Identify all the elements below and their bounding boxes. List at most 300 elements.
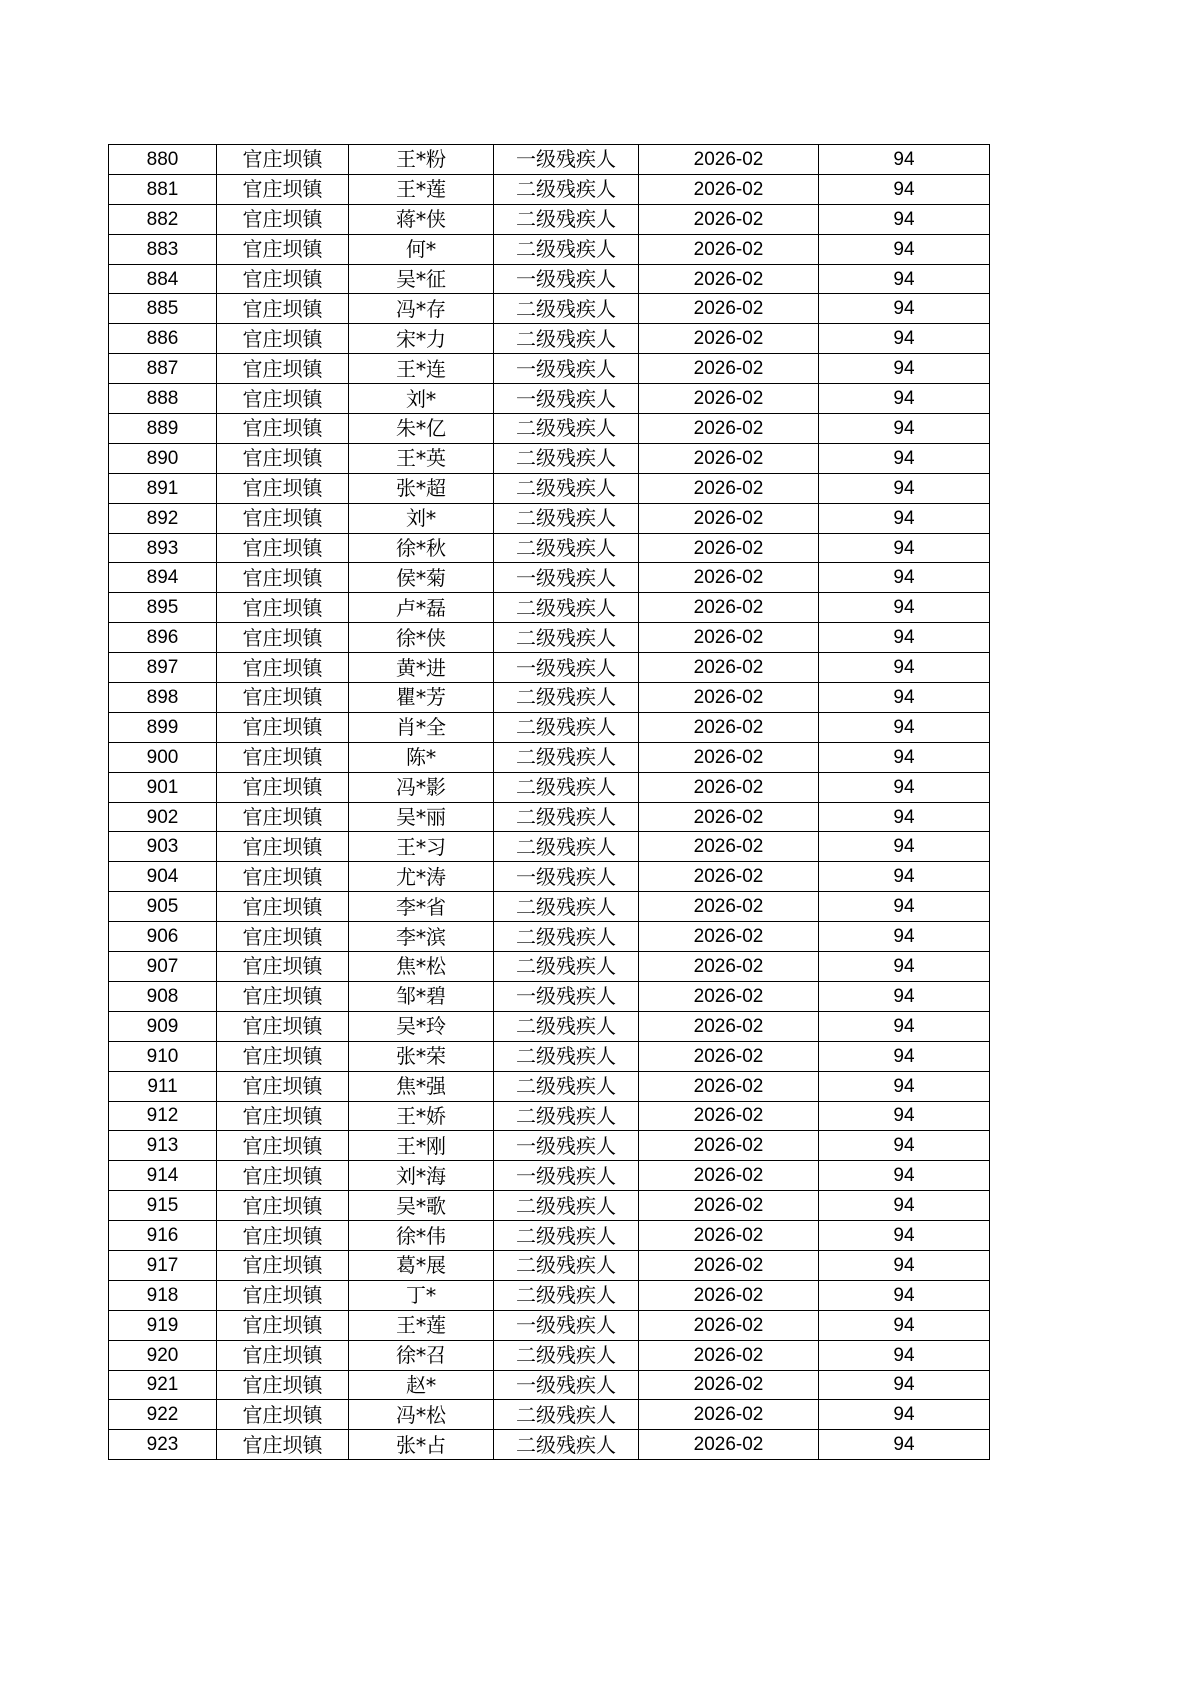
- disability-level-cell: 二级残疾人: [494, 324, 639, 354]
- table-row: [109, 1310, 990, 1340]
- township-cell: 官庄坝镇: [217, 772, 349, 802]
- township-cell: 官庄坝镇: [217, 294, 349, 324]
- table-row: [109, 264, 990, 294]
- amount-cell: 94: [819, 1131, 990, 1161]
- disability-level-cell: 二级残疾人: [494, 1400, 639, 1430]
- name-cell: 王*刚: [349, 1131, 494, 1161]
- period-cell: 2026-02: [639, 414, 819, 444]
- amount-cell: 94: [819, 623, 990, 653]
- period-cell: 2026-02: [639, 981, 819, 1011]
- township-cell: 官庄坝镇: [217, 443, 349, 473]
- amount-cell: 94: [819, 653, 990, 683]
- period-cell: 2026-02: [639, 324, 819, 354]
- name-cell: 刘*: [349, 503, 494, 533]
- disability-level-cell: 二级残疾人: [494, 1011, 639, 1041]
- row-number-cell: 922: [109, 1400, 217, 1430]
- township-cell: 官庄坝镇: [217, 204, 349, 234]
- row-number-cell: 909: [109, 1011, 217, 1041]
- amount-cell: 94: [819, 354, 990, 384]
- name-cell: 吴*丽: [349, 802, 494, 832]
- amount-cell: 94: [819, 862, 990, 892]
- period-cell: 2026-02: [639, 1370, 819, 1400]
- amount-cell: 94: [819, 1191, 990, 1221]
- table-row: [109, 1071, 990, 1101]
- name-cell: 张*超: [349, 473, 494, 503]
- row-number-cell: 914: [109, 1161, 217, 1191]
- table-row: [109, 174, 990, 204]
- disability-level-cell: 一级残疾人: [494, 563, 639, 593]
- township-cell: 官庄坝镇: [217, 712, 349, 742]
- amount-cell: 94: [819, 593, 990, 623]
- period-cell: 2026-02: [639, 1071, 819, 1101]
- name-cell: 邹*碧: [349, 981, 494, 1011]
- row-number-cell: 892: [109, 503, 217, 533]
- amount-cell: 94: [819, 1101, 990, 1131]
- row-number-cell: 919: [109, 1310, 217, 1340]
- name-cell: 王*英: [349, 443, 494, 473]
- table-row: [109, 145, 990, 175]
- period-cell: 2026-02: [639, 204, 819, 234]
- amount-cell: 94: [819, 1310, 990, 1340]
- period-cell: 2026-02: [639, 623, 819, 653]
- row-number-cell: 905: [109, 892, 217, 922]
- disability-level-cell: 二级残疾人: [494, 234, 639, 264]
- table-row: [109, 1430, 990, 1460]
- table-row: [109, 204, 990, 234]
- disability-level-cell: 二级残疾人: [494, 533, 639, 563]
- township-cell: 官庄坝镇: [217, 1430, 349, 1460]
- amount-cell: 94: [819, 742, 990, 772]
- amount-cell: 94: [819, 1250, 990, 1280]
- disability-level-cell: 二级残疾人: [494, 414, 639, 444]
- disability-level-cell: 二级残疾人: [494, 832, 639, 862]
- name-cell: 卢*磊: [349, 593, 494, 623]
- township-cell: 官庄坝镇: [217, 1340, 349, 1370]
- table-row: [109, 324, 990, 354]
- name-cell: 葛*展: [349, 1250, 494, 1280]
- amount-cell: 94: [819, 563, 990, 593]
- period-cell: 2026-02: [639, 1430, 819, 1460]
- row-number-cell: 902: [109, 802, 217, 832]
- disability-level-cell: 二级残疾人: [494, 1101, 639, 1131]
- period-cell: 2026-02: [639, 772, 819, 802]
- disability-level-cell: 二级残疾人: [494, 1430, 639, 1460]
- table-row: [109, 1340, 990, 1370]
- period-cell: 2026-02: [639, 503, 819, 533]
- table-row: [109, 653, 990, 683]
- name-cell: 李*省: [349, 892, 494, 922]
- name-cell: 王*娇: [349, 1101, 494, 1131]
- period-cell: 2026-02: [639, 533, 819, 563]
- disability-level-cell: 二级残疾人: [494, 772, 639, 802]
- name-cell: 吴*歌: [349, 1191, 494, 1221]
- table-row: [109, 1101, 990, 1131]
- table-row: [109, 563, 990, 593]
- row-number-cell: 913: [109, 1131, 217, 1161]
- period-cell: 2026-02: [639, 1191, 819, 1221]
- amount-cell: 94: [819, 145, 990, 175]
- name-cell: 赵*: [349, 1370, 494, 1400]
- name-cell: 冯*松: [349, 1400, 494, 1430]
- row-number-cell: 898: [109, 683, 217, 713]
- period-cell: 2026-02: [639, 443, 819, 473]
- township-cell: 官庄坝镇: [217, 862, 349, 892]
- period-cell: 2026-02: [639, 1041, 819, 1071]
- row-number-cell: 917: [109, 1250, 217, 1280]
- name-cell: 蒋*侠: [349, 204, 494, 234]
- row-number-cell: 884: [109, 264, 217, 294]
- name-cell: 刘*海: [349, 1161, 494, 1191]
- amount-cell: 94: [819, 414, 990, 444]
- disability-level-cell: 二级残疾人: [494, 1041, 639, 1071]
- township-cell: 官庄坝镇: [217, 533, 349, 563]
- township-cell: 官庄坝镇: [217, 1191, 349, 1221]
- amount-cell: 94: [819, 772, 990, 802]
- row-number-cell: 910: [109, 1041, 217, 1071]
- name-cell: 侯*菊: [349, 563, 494, 593]
- name-cell: 张*占: [349, 1430, 494, 1460]
- table-row: [109, 593, 990, 623]
- table-row: [109, 922, 990, 952]
- row-number-cell: 923: [109, 1430, 217, 1460]
- period-cell: 2026-02: [639, 892, 819, 922]
- table-row: [109, 1161, 990, 1191]
- table-row: [109, 414, 990, 444]
- period-cell: 2026-02: [639, 1101, 819, 1131]
- name-cell: 冯*存: [349, 294, 494, 324]
- period-cell: 2026-02: [639, 1221, 819, 1251]
- township-cell: 官庄坝镇: [217, 742, 349, 772]
- row-number-cell: 891: [109, 473, 217, 503]
- disability-level-cell: 一级残疾人: [494, 1310, 639, 1340]
- period-cell: 2026-02: [639, 264, 819, 294]
- amount-cell: 94: [819, 384, 990, 414]
- township-cell: 官庄坝镇: [217, 503, 349, 533]
- period-cell: 2026-02: [639, 145, 819, 175]
- row-number-cell: 921: [109, 1370, 217, 1400]
- period-cell: 2026-02: [639, 683, 819, 713]
- table-row: [109, 623, 990, 653]
- period-cell: 2026-02: [639, 563, 819, 593]
- name-cell: 丁*: [349, 1280, 494, 1310]
- amount-cell: 94: [819, 1071, 990, 1101]
- disability-level-cell: 二级残疾人: [494, 1191, 639, 1221]
- row-number-cell: 908: [109, 981, 217, 1011]
- disability-level-cell: 二级残疾人: [494, 742, 639, 772]
- table-row: [109, 1011, 990, 1041]
- table-row: [109, 802, 990, 832]
- amount-cell: 94: [819, 1280, 990, 1310]
- township-cell: 官庄坝镇: [217, 653, 349, 683]
- row-number-cell: 886: [109, 324, 217, 354]
- period-cell: 2026-02: [639, 832, 819, 862]
- amount-cell: 94: [819, 174, 990, 204]
- amount-cell: 94: [819, 1370, 990, 1400]
- row-number-cell: 887: [109, 354, 217, 384]
- amount-cell: 94: [819, 922, 990, 952]
- period-cell: 2026-02: [639, 473, 819, 503]
- amount-cell: 94: [819, 503, 990, 533]
- row-number-cell: 906: [109, 922, 217, 952]
- table-row: [109, 1400, 990, 1430]
- name-cell: 宋*力: [349, 324, 494, 354]
- disability-level-cell: 二级残疾人: [494, 683, 639, 713]
- township-cell: 官庄坝镇: [217, 802, 349, 832]
- period-cell: 2026-02: [639, 1161, 819, 1191]
- row-number-cell: 904: [109, 862, 217, 892]
- period-cell: 2026-02: [639, 1250, 819, 1280]
- township-cell: 官庄坝镇: [217, 922, 349, 952]
- disability-level-cell: 一级残疾人: [494, 145, 639, 175]
- disability-level-cell: 二级残疾人: [494, 1340, 639, 1370]
- period-cell: 2026-02: [639, 1400, 819, 1430]
- table-row: [109, 533, 990, 563]
- disability-level-cell: 二级残疾人: [494, 174, 639, 204]
- name-cell: 朱*亿: [349, 414, 494, 444]
- amount-cell: 94: [819, 1340, 990, 1370]
- row-number-cell: 888: [109, 384, 217, 414]
- amount-cell: 94: [819, 892, 990, 922]
- name-cell: 黄*进: [349, 653, 494, 683]
- name-cell: 王*习: [349, 832, 494, 862]
- row-number-cell: 897: [109, 653, 217, 683]
- period-cell: 2026-02: [639, 1310, 819, 1340]
- table-row: [109, 1370, 990, 1400]
- disability-level-cell: 二级残疾人: [494, 1250, 639, 1280]
- disability-level-cell: 二级残疾人: [494, 204, 639, 234]
- name-cell: 肖*全: [349, 712, 494, 742]
- disability-level-cell: 一级残疾人: [494, 653, 639, 683]
- period-cell: 2026-02: [639, 294, 819, 324]
- row-number-cell: 915: [109, 1191, 217, 1221]
- row-number-cell: 901: [109, 772, 217, 802]
- township-cell: 官庄坝镇: [217, 623, 349, 653]
- disability-level-cell: 二级残疾人: [494, 443, 639, 473]
- name-cell: 徐*秋: [349, 533, 494, 563]
- name-cell: 王*莲: [349, 1310, 494, 1340]
- period-cell: 2026-02: [639, 653, 819, 683]
- township-cell: 官庄坝镇: [217, 1161, 349, 1191]
- row-number-cell: 893: [109, 533, 217, 563]
- table-row: [109, 294, 990, 324]
- period-cell: 2026-02: [639, 922, 819, 952]
- disability-level-cell: 二级残疾人: [494, 473, 639, 503]
- table-row: [109, 354, 990, 384]
- township-cell: 官庄坝镇: [217, 593, 349, 623]
- table-row: [109, 1131, 990, 1161]
- township-cell: 官庄坝镇: [217, 473, 349, 503]
- table-row: [109, 981, 990, 1011]
- name-cell: 王*粉: [349, 145, 494, 175]
- disability-level-cell: 一级残疾人: [494, 1131, 639, 1161]
- township-cell: 官庄坝镇: [217, 174, 349, 204]
- name-cell: 徐*伟: [349, 1221, 494, 1251]
- name-cell: 焦*松: [349, 952, 494, 982]
- disability-level-cell: 一级残疾人: [494, 981, 639, 1011]
- name-cell: 焦*强: [349, 1071, 494, 1101]
- row-number-cell: 916: [109, 1221, 217, 1251]
- amount-cell: 94: [819, 533, 990, 563]
- row-number-cell: 896: [109, 623, 217, 653]
- amount-cell: 94: [819, 204, 990, 234]
- period-cell: 2026-02: [639, 862, 819, 892]
- period-cell: 2026-02: [639, 384, 819, 414]
- table-row: [109, 683, 990, 713]
- township-cell: 官庄坝镇: [217, 892, 349, 922]
- disability-subsidy-table: [108, 144, 990, 1460]
- amount-cell: 94: [819, 324, 990, 354]
- amount-cell: 94: [819, 1161, 990, 1191]
- township-cell: 官庄坝镇: [217, 234, 349, 264]
- township-cell: 官庄坝镇: [217, 563, 349, 593]
- name-cell: 陈*: [349, 742, 494, 772]
- table-row: [109, 742, 990, 772]
- amount-cell: 94: [819, 952, 990, 982]
- disability-level-cell: 二级残疾人: [494, 593, 639, 623]
- table-row: [109, 952, 990, 982]
- row-number-cell: 894: [109, 563, 217, 593]
- name-cell: 徐*召: [349, 1340, 494, 1370]
- name-cell: 尤*涛: [349, 862, 494, 892]
- table-row: [109, 892, 990, 922]
- name-cell: 徐*侠: [349, 623, 494, 653]
- disability-level-cell: 二级残疾人: [494, 294, 639, 324]
- disability-level-cell: 二级残疾人: [494, 1221, 639, 1251]
- row-number-cell: 895: [109, 593, 217, 623]
- row-number-cell: 881: [109, 174, 217, 204]
- disability-level-cell: 一级残疾人: [494, 1161, 639, 1191]
- township-cell: 官庄坝镇: [217, 981, 349, 1011]
- row-number-cell: 880: [109, 145, 217, 175]
- township-cell: 官庄坝镇: [217, 1370, 349, 1400]
- table-row: [109, 862, 990, 892]
- row-number-cell: 903: [109, 832, 217, 862]
- disability-level-cell: 二级残疾人: [494, 712, 639, 742]
- name-cell: 瞿*芳: [349, 683, 494, 713]
- name-cell: 刘*: [349, 384, 494, 414]
- period-cell: 2026-02: [639, 174, 819, 204]
- township-cell: 官庄坝镇: [217, 1221, 349, 1251]
- amount-cell: 94: [819, 1400, 990, 1430]
- period-cell: 2026-02: [639, 802, 819, 832]
- row-number-cell: 900: [109, 742, 217, 772]
- table-row: [109, 1191, 990, 1221]
- township-cell: 官庄坝镇: [217, 384, 349, 414]
- amount-cell: 94: [819, 264, 990, 294]
- name-cell: 冯*影: [349, 772, 494, 802]
- table-row: [109, 1221, 990, 1251]
- township-cell: 官庄坝镇: [217, 1310, 349, 1340]
- period-cell: 2026-02: [639, 712, 819, 742]
- disability-level-cell: 一级残疾人: [494, 862, 639, 892]
- row-number-cell: 907: [109, 952, 217, 982]
- period-cell: 2026-02: [639, 1011, 819, 1041]
- disability-level-cell: 二级残疾人: [494, 952, 639, 982]
- disability-level-cell: 一级残疾人: [494, 1370, 639, 1400]
- disability-level-cell: 一级残疾人: [494, 354, 639, 384]
- township-cell: 官庄坝镇: [217, 1250, 349, 1280]
- name-cell: 王*莲: [349, 174, 494, 204]
- amount-cell: 94: [819, 1041, 990, 1071]
- township-cell: 官庄坝镇: [217, 1131, 349, 1161]
- disability-level-cell: 二级残疾人: [494, 922, 639, 952]
- amount-cell: 94: [819, 1011, 990, 1041]
- township-cell: 官庄坝镇: [217, 145, 349, 175]
- table-row: [109, 443, 990, 473]
- name-cell: 吴*征: [349, 264, 494, 294]
- name-cell: 吴*玲: [349, 1011, 494, 1041]
- amount-cell: 94: [819, 802, 990, 832]
- disability-level-cell: 二级残疾人: [494, 1071, 639, 1101]
- table-row: [109, 832, 990, 862]
- name-cell: 张*荣: [349, 1041, 494, 1071]
- name-cell: 何*: [349, 234, 494, 264]
- row-number-cell: 911: [109, 1071, 217, 1101]
- township-cell: 官庄坝镇: [217, 354, 349, 384]
- table-row: [109, 1280, 990, 1310]
- amount-cell: 94: [819, 443, 990, 473]
- amount-cell: 94: [819, 683, 990, 713]
- row-number-cell: 918: [109, 1280, 217, 1310]
- disability-level-cell: 二级残疾人: [494, 623, 639, 653]
- amount-cell: 94: [819, 473, 990, 503]
- township-cell: 官庄坝镇: [217, 1041, 349, 1071]
- table-body: [109, 145, 990, 1460]
- name-cell: 李*滨: [349, 922, 494, 952]
- period-cell: 2026-02: [639, 234, 819, 264]
- period-cell: 2026-02: [639, 354, 819, 384]
- table-row: [109, 503, 990, 533]
- disability-level-cell: 一级残疾人: [494, 384, 639, 414]
- row-number-cell: 912: [109, 1101, 217, 1131]
- township-cell: 官庄坝镇: [217, 264, 349, 294]
- township-cell: 官庄坝镇: [217, 1011, 349, 1041]
- township-cell: 官庄坝镇: [217, 832, 349, 862]
- table-row: [109, 772, 990, 802]
- township-cell: 官庄坝镇: [217, 1400, 349, 1430]
- row-number-cell: 920: [109, 1340, 217, 1370]
- period-cell: 2026-02: [639, 742, 819, 772]
- row-number-cell: 889: [109, 414, 217, 444]
- township-cell: 官庄坝镇: [217, 952, 349, 982]
- amount-cell: 94: [819, 712, 990, 742]
- amount-cell: 94: [819, 1430, 990, 1460]
- township-cell: 官庄坝镇: [217, 324, 349, 354]
- row-number-cell: 890: [109, 443, 217, 473]
- amount-cell: 94: [819, 294, 990, 324]
- disability-level-cell: 二级残疾人: [494, 892, 639, 922]
- name-cell: 王*连: [349, 354, 494, 384]
- township-cell: 官庄坝镇: [217, 1280, 349, 1310]
- disability-level-cell: 一级残疾人: [494, 264, 639, 294]
- period-cell: 2026-02: [639, 1340, 819, 1370]
- township-cell: 官庄坝镇: [217, 1101, 349, 1131]
- row-number-cell: 883: [109, 234, 217, 264]
- disability-level-cell: 二级残疾人: [494, 802, 639, 832]
- table-row: [109, 473, 990, 503]
- amount-cell: 94: [819, 1221, 990, 1251]
- row-number-cell: 899: [109, 712, 217, 742]
- period-cell: 2026-02: [639, 952, 819, 982]
- disability-level-cell: 二级残疾人: [494, 503, 639, 533]
- table-row: [109, 384, 990, 414]
- disability-subsidy-table-page: [108, 144, 989, 1460]
- table-row: [109, 234, 990, 264]
- period-cell: 2026-02: [639, 593, 819, 623]
- disability-level-cell: 二级残疾人: [494, 1280, 639, 1310]
- table-row: [109, 1250, 990, 1280]
- township-cell: 官庄坝镇: [217, 414, 349, 444]
